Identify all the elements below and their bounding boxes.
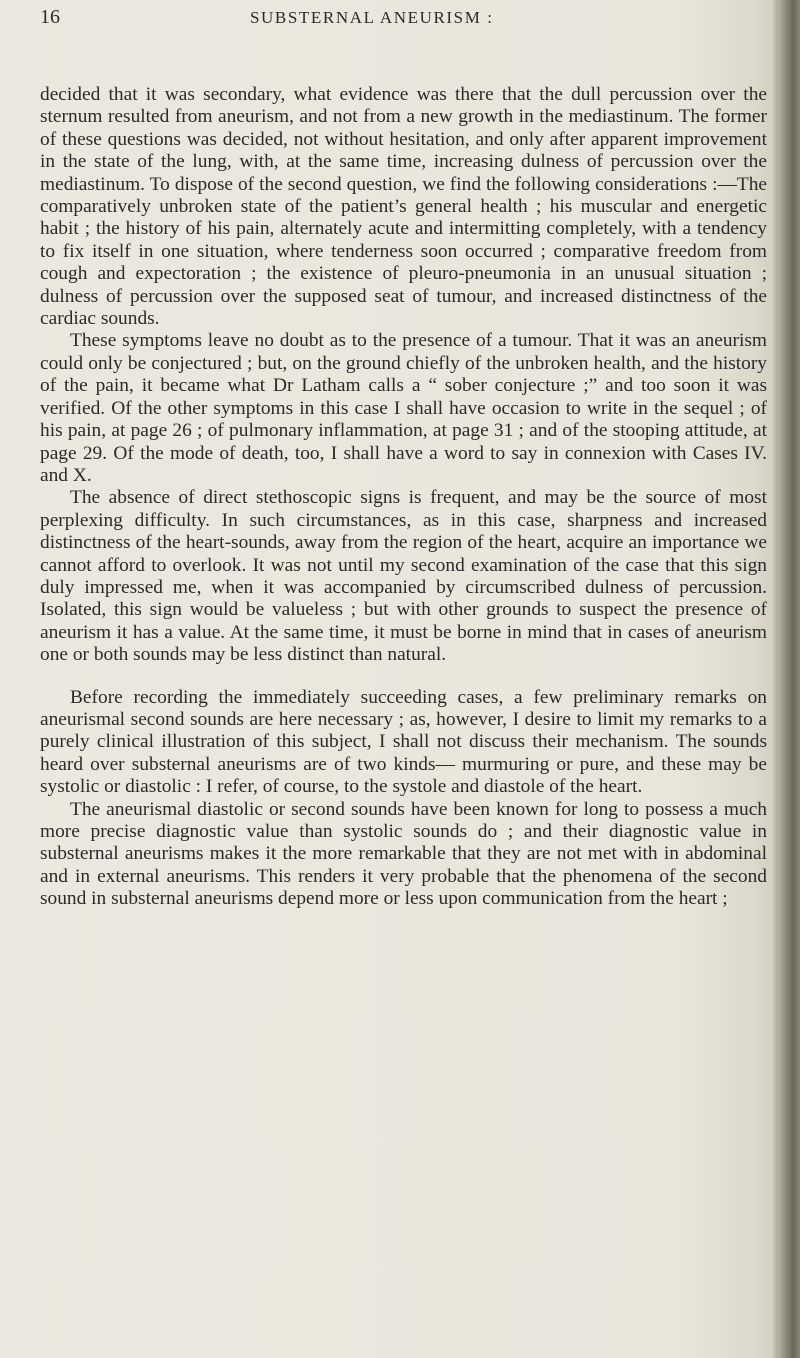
- running-head: [40, 6, 760, 36]
- paragraph-1: decided that it was secondary, what evidence was there that the dull percussion over the sternum resulted from aneurism, and not from a new growth in the mediastinum. The former of these questions was decided, not without hesitation, and only after apparent improvement in the state of the lung, with, at the same time, increasing dulness of percussion over the mediastinum. To dispose of the second question, we find the following considerations :—The comparatively unbroken state of the patient’s general health ; his muscular and energetic habit ; the history of his pain, alternately acute and intermitting completely, with a tendency to fix itself in one situation, where tenderness soon occurred ; comparative freedom from cough and expectoration ; the existence of pleuro-pneumonia in an unusual situation ; dulness of percussion over the supposed seat of tumour, and increased distinctness of the cardiac sounds.: [40, 84, 767, 330]
- paragraph-3: The absence of direct stethoscopic signs is frequent, and may be the source of most perplexing difficulty. In such circumstances, as in this case, sharpness and increased distinctness of the heart-sounds, away from the region of the heart, acquire an importance we cannot afford to overlook. It was not until my second examination of the case that this sign duly impressed me, when it was accompanied by circumscribed dulness of percussion. Isolated, this sign would be valueless ; but with other grounds to suspect the presence of aneurism it has a value. At the same time, it must be borne in mind that in cases of aneurism one or both sounds may be less distinct than natural.: [40, 487, 767, 666]
- running-head-title: SUBSTERNAL ANEURISM :: [250, 8, 494, 27]
- paragraph-2: These symptoms leave no doubt as to the presence of a tumour. That it was an aneurism could only be conjectured ; but, on the ground chiefly of the unbroken health, and the history of the pain, it became what Dr Latham calls a “ sober conjecture ;” and too soon it was verified. Of the other symptoms in this case I shall have occasion to write in the sequel ; of his pain, at page 26 ; of pulmonary inflammation, at page 31 ; and of the stooping attitude, at page 29. Of the mode of death, too, I shall have a word to say in connexion with Cases IV. and X.: [40, 330, 767, 486]
- paragraph-5: The aneurismal diastolic or second sounds have been known for long to possess a much more precise diagnostic value than systolic sounds do ; and their diagnostic value in substernal aneurisms makes it the more remarkable that they are not met with in abdominal and in external aneurisms. This renders it very probable that the phenomena of the second sound in substernal aneurisms depend more or less upon communication from the heart ;: [40, 798, 767, 910]
- body-text: [40, 84, 767, 911]
- page-number: 16: [40, 6, 60, 28]
- book-spine: [778, 0, 800, 1358]
- paragraph-4: Before recording the immediately succeeding cases, a few preliminary remarks on aneurismal second sounds are here necessary ; as, however, I desire to limit my remarks to a purely clinical illustration of this subject, I shall not discuss their mechanism. The sounds heard over substernal aneurisms are of two kinds— murmuring or pure, and these may be systolic or diastolic : I refer, of course, to the systole and diastole of the heart.: [40, 686, 767, 798]
